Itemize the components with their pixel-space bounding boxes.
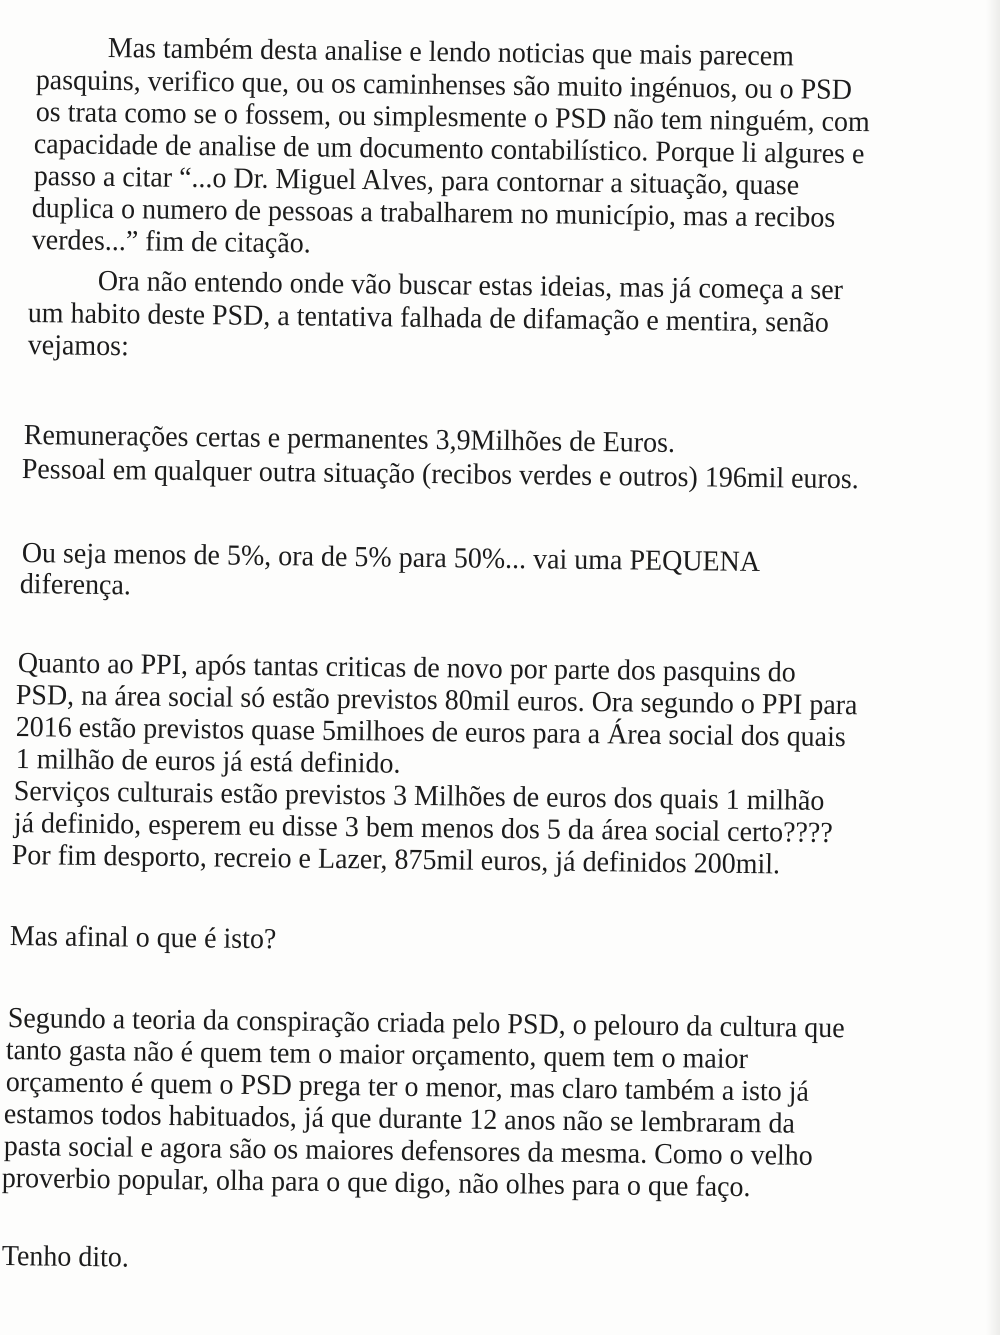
- text-line: Por fim desporto, recreio e Lazer, 875mil euros, já definidos 200mil.: [11, 839, 781, 881]
- text-line: estamos todos habituados, já que durante 12 anos não se lembraram da: [3, 1098, 796, 1140]
- text-line: um habito deste PSD, a tentativa falhada de difamação e mentira, senão: [27, 297, 830, 339]
- scan-edge-shade: [986, 0, 1000, 1335]
- text-line: já definido, esperem eu disse 3 bem menos dos 5 da área social certo????: [13, 807, 833, 850]
- text-line: passo a citar “...o Dr. Miguel Alves, para contornar a situação, quase: [33, 160, 800, 202]
- text-line: orçamento é quem o PSD prega ter o menor, mas claro também a isto já: [5, 1066, 810, 1108]
- text-line: Ora não entendo onde vão buscar estas ideias, mas já começa a ser: [97, 265, 844, 307]
- text-line: 1 milhão de euros já está definido.: [15, 743, 401, 780]
- text-line: os trata como se o fossem, ou simplesmente o PSD não tem ninguém, com: [35, 96, 870, 139]
- text-line: Serviços culturais estão previstos 3 Milhões de euros dos quais 1 milhão: [13, 775, 825, 817]
- text-line: Quanto ao PPI, após tantas criticas de novo por parte dos pasquins do: [17, 647, 796, 689]
- text-line: pasquins, verifico que, ou os caminhenses são muito ingénuos, ou o PSD: [35, 64, 853, 106]
- text-line: Ou seja menos de 5%, ora de 5% para 50%... vai uma PEQUENA: [21, 537, 761, 579]
- text-line: PSD, na área social só estão previstos 80mil euros. Ora segundo o PPI para: [15, 679, 858, 722]
- text-line: diferença.: [19, 568, 132, 602]
- text-line: Mas afinal o que é isto?: [9, 920, 277, 956]
- text-line: proverbio popular, olha para o que digo, não olhes para o que faço.: [1, 1162, 751, 1204]
- text-line: 2016 estão previstos quase 5milhoes de euros para a Área social dos quais: [15, 711, 846, 754]
- text-line: pasta social e agora são os maiores defensores da mesma. Como o velho: [3, 1130, 813, 1172]
- text-line: verdes...” fim de citação.: [31, 224, 311, 260]
- text-line: duplica o numero de pessoas a trabalharem no município, mas a recibos: [31, 192, 836, 234]
- text-line: capacidade de analise de um documento contabilístico. Porque li algures e: [33, 128, 865, 171]
- text-line: Remunerações certas e permanentes 3,9Milhões de Euros.: [23, 419, 676, 459]
- text-line: Mas também desta analise e lendo noticias que mais parecem: [107, 32, 795, 73]
- text-line: Tenho dito.: [1, 1240, 130, 1274]
- text-line: tanto gasta não é quem tem o maior orçamento, quem tem o maior: [5, 1034, 749, 1076]
- text-line: Segundo a teoria da conspiração criada pelo PSD, o pelouro da cultura que: [7, 1002, 845, 1045]
- text-line: Pessoal em qualquer outra situação (recibos verdes e outros) 196mil euros.: [21, 453, 859, 496]
- text-line: vejamos:: [27, 329, 130, 363]
